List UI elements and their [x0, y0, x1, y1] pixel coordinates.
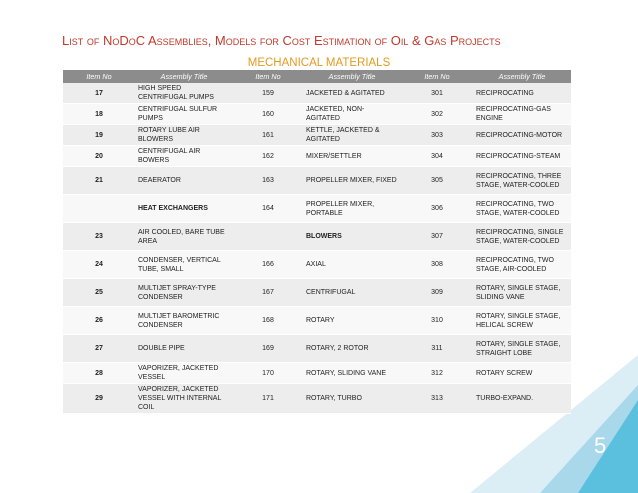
assembly-title-cell: PROPELLER MIXER, FIXED	[303, 167, 401, 195]
item-no-cell: 20	[63, 146, 135, 167]
assembly-title-cell: TURBO-EXPAND.	[473, 384, 571, 414]
table-header-row	[63, 70, 571, 83]
assembly-title-cell: ROTARY, SINGLE STAGE, SLIDING VANE	[473, 279, 571, 307]
assembly-title-cell: ROTARY LUBE AIR BLOWERS	[135, 125, 233, 146]
item-no-cell: 310	[401, 307, 473, 335]
item-no-cell: 160	[233, 104, 303, 125]
assembly-title-cell: ROTARY, 2 ROTOR	[303, 335, 401, 363]
item-no-cell: 164	[233, 195, 303, 223]
item-no-cell: 301	[401, 83, 473, 104]
table-row	[63, 384, 571, 414]
table-body	[63, 83, 571, 414]
assembly-title-cell: RECIPROCATING-MOTOR	[473, 125, 571, 146]
item-no-cell: 24	[63, 251, 135, 279]
table-row	[63, 223, 571, 251]
table-row	[63, 251, 571, 279]
assembly-title-cell: RECIPROCATING, TWO STAGE, AIR-COOLED	[473, 251, 571, 279]
section-subtitle: MECHANICAL MATERIALS	[247, 57, 391, 69]
page-title: List of NoDoC Assemblies, Models for Cost Estimation of Oil & Gas Projects	[62, 33, 501, 48]
assembly-title-cell: RECIPROCATING, THREE STAGE, WATER-COOLED	[473, 167, 571, 195]
assemblies-table	[63, 70, 571, 414]
item-no-cell: 171	[233, 384, 303, 414]
item-no-cell	[233, 223, 303, 251]
item-no-cell: 308	[401, 251, 473, 279]
item-no-cell: 19	[63, 125, 135, 146]
assembly-title-cell: AIR COOLED, BARE TUBE AREA	[135, 223, 233, 251]
item-no-cell: 29	[63, 384, 135, 414]
item-no-cell	[63, 195, 135, 223]
assembly-title-cell: VAPORIZER, JACKETED VESSEL	[135, 363, 233, 384]
header-item-no-1: Item No	[63, 70, 135, 83]
item-no-cell: 305	[401, 167, 473, 195]
item-no-cell: 27	[63, 335, 135, 363]
table-row	[63, 125, 571, 146]
assembly-title-cell: HIGH SPEED CENTRIFUGAL PUMPS	[135, 83, 233, 104]
header-assembly-title-2: Assembly Title	[303, 70, 401, 83]
item-no-cell: 23	[63, 223, 135, 251]
item-no-cell: 303	[401, 125, 473, 146]
table-row	[63, 279, 571, 307]
assembly-title-cell: MULTIJET BAROMETRIC CONDENSER	[135, 307, 233, 335]
header-assembly-title-3: Assembly Title	[473, 70, 571, 83]
assembly-title-cell: KETTLE, JACKETED & AGITATED	[303, 125, 401, 146]
item-no-cell: 162	[233, 146, 303, 167]
table-row	[63, 104, 571, 125]
assembly-title-cell: BLOWERS	[303, 223, 401, 251]
assembly-title-cell: ROTARY, SINGLE STAGE, HELICAL SCREW	[473, 307, 571, 335]
assembly-title-cell: ROTARY, SINGLE STAGE, STRAIGHT LOBE	[473, 335, 571, 363]
item-no-cell: 159	[233, 83, 303, 104]
item-no-cell: 28	[63, 363, 135, 384]
item-no-cell: 307	[401, 223, 473, 251]
item-no-cell: 304	[401, 146, 473, 167]
item-no-cell: 17	[63, 83, 135, 104]
item-no-cell: 312	[401, 363, 473, 384]
table-row	[63, 83, 571, 104]
header-assembly-title-1: Assembly Title	[135, 70, 233, 83]
item-no-cell: 169	[233, 335, 303, 363]
assembly-title-cell: RECIPROCATING-GAS ENGINE	[473, 104, 571, 125]
table-row	[63, 363, 571, 384]
assembly-title-cell: HEAT EXCHANGERS	[135, 195, 233, 223]
assembly-title-cell: ROTARY	[303, 307, 401, 335]
assembly-title-cell: CENTRIFUGAL SULFUR PUMPS	[135, 104, 233, 125]
assembly-title-cell: MIXER/SETTLER	[303, 146, 401, 167]
assembly-title-cell: DOUBLE PIPE	[135, 335, 233, 363]
assembly-title-cell: VAPORIZER, JACKETED VESSEL WITH INTERNAL COIL	[135, 384, 233, 414]
item-no-cell: 309	[401, 279, 473, 307]
item-no-cell: 26	[63, 307, 135, 335]
item-no-cell: 311	[401, 335, 473, 363]
item-no-cell: 18	[63, 104, 135, 125]
item-no-cell: 21	[63, 167, 135, 195]
assembly-title-cell: CENTRIFUGAL AIR BOWERS	[135, 146, 233, 167]
assembly-title-cell: ROTARY, SLIDING VANE	[303, 363, 401, 384]
assembly-title-cell: RECIPROCATING-STEAM	[473, 146, 571, 167]
assembly-title-cell: RECIPROCATING, SINGLE STAGE, WATER-COOLED	[473, 223, 571, 251]
assembly-title-cell: RECIPROCATING, TWO STAGE, WATER-COOLED	[473, 195, 571, 223]
assembly-title-cell: JACKETED & AGITATED	[303, 83, 401, 104]
assembly-title-cell: PROPELLER MIXER, PORTABLE	[303, 195, 401, 223]
item-no-cell: 167	[233, 279, 303, 307]
page-number: 5	[594, 433, 607, 458]
assembly-title-cell: ROTARY SCREW	[473, 363, 571, 384]
assembly-title-cell: DEAERATOR	[135, 167, 233, 195]
table-row	[63, 195, 571, 223]
item-no-cell: 25	[63, 279, 135, 307]
item-no-cell: 170	[233, 363, 303, 384]
assembly-title-cell: CONDENSER, VERTICAL TUBE, SMALL	[135, 251, 233, 279]
item-no-cell: 302	[401, 104, 473, 125]
header-item-no-3: Item No	[401, 70, 473, 83]
assembly-title-cell: ROTARY, TURBO	[303, 384, 401, 414]
table-row	[63, 146, 571, 167]
assembly-title-cell: RECIPROCATING	[473, 83, 571, 104]
assembly-title-cell: MULTIJET SPRAY-TYPE CONDENSER	[135, 279, 233, 307]
item-no-cell: 163	[233, 167, 303, 195]
item-no-cell: 161	[233, 125, 303, 146]
item-no-cell: 313	[401, 384, 473, 414]
table-row	[63, 307, 571, 335]
assembly-title-cell: CENTRIFUGAL	[303, 279, 401, 307]
item-no-cell: 306	[401, 195, 473, 223]
item-no-cell: 166	[233, 251, 303, 279]
assembly-title-cell: JACKETED, NON-AGITATED	[303, 104, 401, 125]
header-item-no-2: Item No	[233, 70, 303, 83]
assembly-title-cell: AXIAL	[303, 251, 401, 279]
item-no-cell: 168	[233, 307, 303, 335]
table-row	[63, 335, 571, 363]
table-row	[63, 167, 571, 195]
